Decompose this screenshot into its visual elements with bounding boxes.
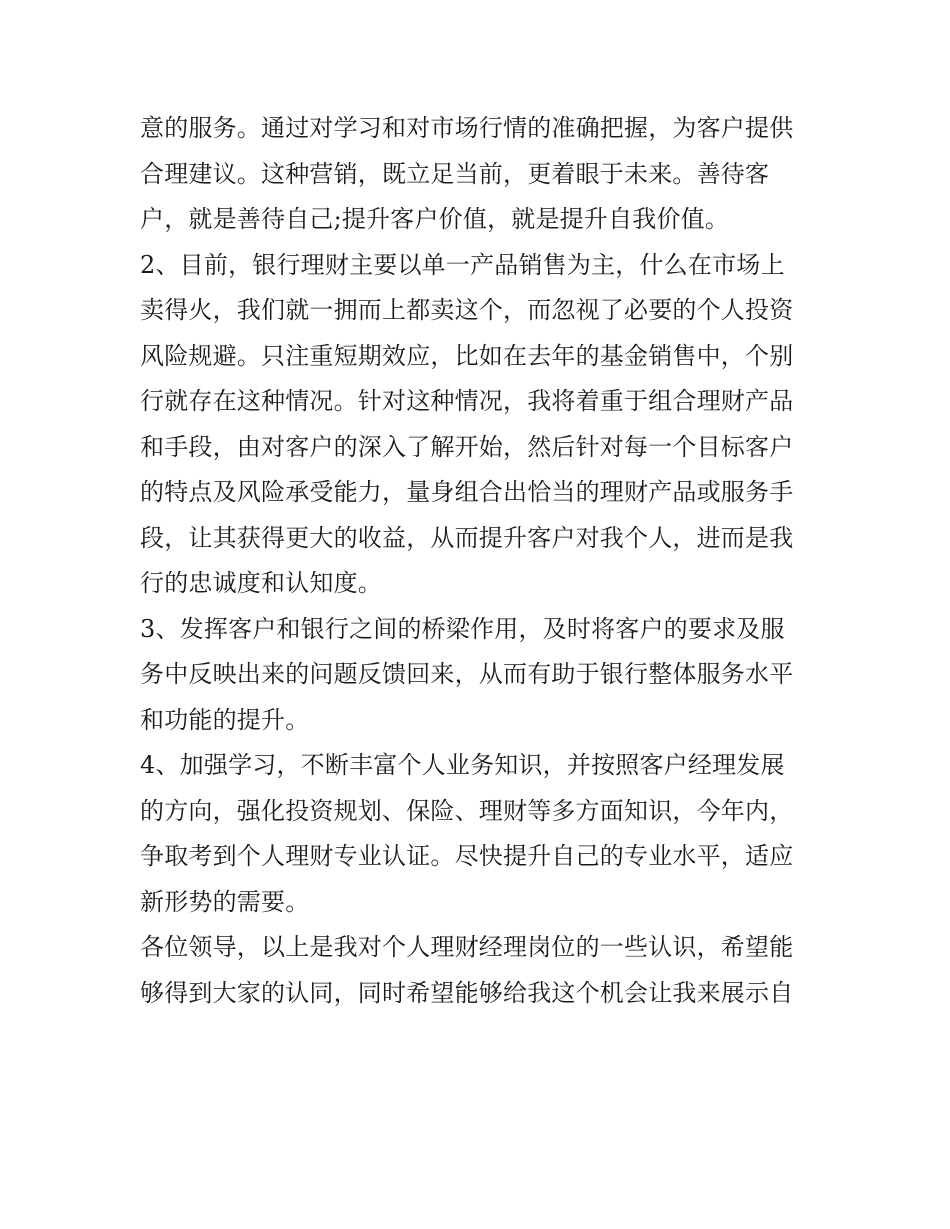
text-line: 和手段，由对客户的深入了解开始，然后针对每一个目标客户 [140,432,794,461]
text-line: 行的忠诚度和认知度。 [140,569,382,597]
text-line: 风险规避。只注重短期效应，比如在去年的基金销售中，个别 [140,341,794,370]
text-line: 新形势的需要。 [140,887,310,916]
text-line: 的方向，强化投资规划、保险、理财等多方面知识，今年内， [140,796,794,825]
text-line: 务中反映出来的问题反馈回来，从而有助于银行整体服务水平 [140,660,794,688]
text-line: 合理建议。这种营销，既立足当前，更着眼于未来。善待客 [140,159,770,188]
text-line: 户，就是善待自己;提升客户价值，就是提升自我价值。 [140,205,730,233]
text-line: 3、发挥客户和银行之间的桥梁作用，及时将客户的要求及服 [140,614,785,643]
document-body [140,106,820,1016]
text-line: 争取考到个人理财专业认证。尽快提升自己的专业水平，适应 [140,842,794,870]
text-line: 2、目前，银行理财主要以单一产品销售为主，什么在市场上 [140,250,785,279]
text-line: 意的服务。通过对学习和对市场行情的准确把握，为客户提供 [140,114,794,142]
text-line: 各位领导，以上是我对个人理财经理岗位的一些认识，希望能 [140,933,794,961]
text-line: 卖得火，我们就一拥而上都卖这个，而忽视了必要的个人投资 [140,296,794,324]
text-line: 行就存在这种情况。针对这种情况，我将着重于组合理财产品 [140,387,794,415]
text-line: 段，让其获得更大的收益，从而提升客户对我个人，进而是我 [140,523,794,552]
text-line: 够得到大家的认同，同时希望能够给我这个机会让我来展示自 [140,978,794,1007]
text-line: 4、加强学习，不断丰富个人业务知识，并按照客户经理发展 [140,751,785,779]
text-line: 和功能的提升。 [140,705,310,734]
text-line: 的特点及风险承受能力，量身组合出恰当的理财产品或服务手 [140,478,794,506]
